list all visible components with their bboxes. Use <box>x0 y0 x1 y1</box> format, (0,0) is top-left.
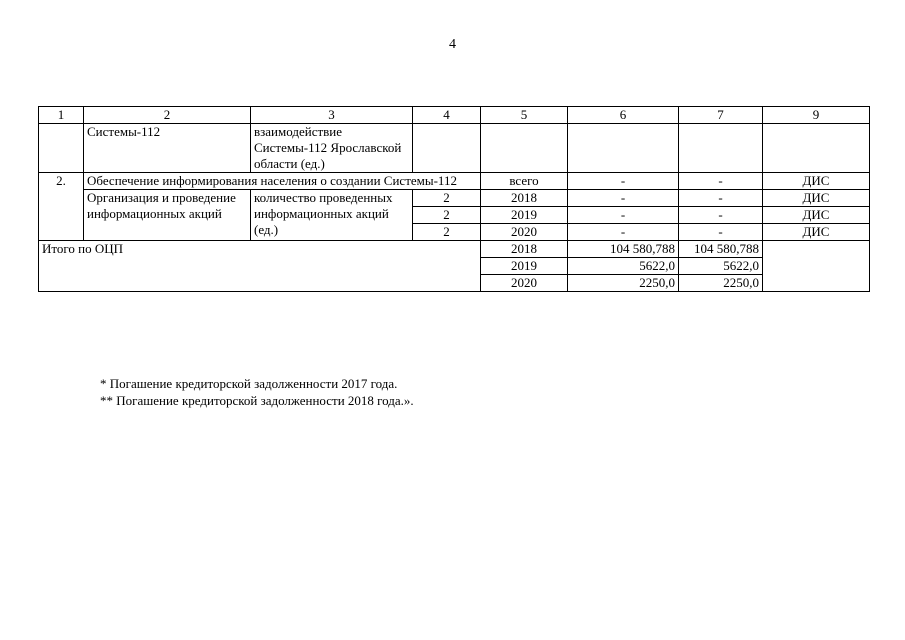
total-2020-col7: 2250,0 <box>679 275 763 292</box>
task-cell-7: - <box>679 173 763 190</box>
header-cell-6: 6 <box>568 107 679 124</box>
total-2020-year: 2020 <box>481 275 568 292</box>
header-row <box>39 107 870 124</box>
activity-indicator: количество проведенных информационных акций (ед.) <box>251 190 413 241</box>
total-2020-col6: 2250,0 <box>568 275 679 292</box>
page-number: 4 <box>449 37 456 52</box>
continuation-cell-9 <box>763 124 870 173</box>
header-cell-7: 7 <box>679 107 763 124</box>
total-2018-col7: 104 580,788 <box>679 241 763 258</box>
footnote-2: ** Погашение кредиторской задолженности 2018 года.». <box>100 393 414 408</box>
activity-2020-year: 2020 <box>481 224 568 241</box>
header-cell-2: 2 <box>84 107 251 124</box>
total-2019-col7: 5622,0 <box>679 258 763 275</box>
total-2019-col6: 5622,0 <box>568 258 679 275</box>
activity-2019-year: 2019 <box>481 207 568 224</box>
continuation-row <box>39 124 870 173</box>
total-row-2018 <box>39 241 870 258</box>
total-2019-year: 2019 <box>481 258 568 275</box>
activity-2018-col4: 2 <box>413 190 481 207</box>
activity-2020-col7: - <box>679 224 763 241</box>
total-2018-year: 2018 <box>481 241 568 258</box>
activity-2018-col6: - <box>568 190 679 207</box>
task-row <box>39 173 870 190</box>
activity-row-2018 <box>39 190 870 207</box>
activity-2018-year: 2018 <box>481 190 568 207</box>
header-cell-3: 3 <box>251 107 413 124</box>
continuation-cell-3: взаимодействие Системы-112 Ярославской области (ед.) <box>251 124 413 173</box>
continuation-cell-7 <box>679 124 763 173</box>
continuation-cell-6 <box>568 124 679 173</box>
header-cell-1: 1 <box>39 107 84 124</box>
program-table <box>38 106 870 292</box>
task-cell-9: ДИС <box>763 173 870 190</box>
total-2018-col6: 104 580,788 <box>568 241 679 258</box>
activity-2020-col6: - <box>568 224 679 241</box>
activity-2018-col9: ДИС <box>763 190 870 207</box>
activity-2020-col9: ДИС <box>763 224 870 241</box>
header-cell-4: 4 <box>413 107 481 124</box>
activity-2019-col4: 2 <box>413 207 481 224</box>
total-col9 <box>763 241 870 292</box>
activity-2019-col6: - <box>568 207 679 224</box>
footnote-1: * Погашение кредиторской задолженности 2017 года. <box>100 376 398 391</box>
continuation-cell-1 <box>39 124 84 173</box>
header-cell-5: 5 <box>481 107 568 124</box>
activity-2019-col7: - <box>679 207 763 224</box>
header-cell-9: 9 <box>763 107 870 124</box>
total-label: Итого по ОЦП <box>39 241 481 292</box>
activity-2019-col9: ДИС <box>763 207 870 224</box>
task-cell-6: - <box>568 173 679 190</box>
task-number: 2. <box>39 173 84 241</box>
task-cell-5: всего <box>481 173 568 190</box>
continuation-cell-4 <box>413 124 481 173</box>
activity-name: Организация и проведение информационных акций <box>84 190 251 241</box>
task-title: Обеспечение информирования населения о создании Системы-112 <box>84 173 481 190</box>
footnotes <box>100 375 414 409</box>
continuation-cell-5 <box>481 124 568 173</box>
activity-2020-col4: 2 <box>413 224 481 241</box>
activity-2018-col7: - <box>679 190 763 207</box>
continuation-cell-2: Системы-112 <box>84 124 251 173</box>
